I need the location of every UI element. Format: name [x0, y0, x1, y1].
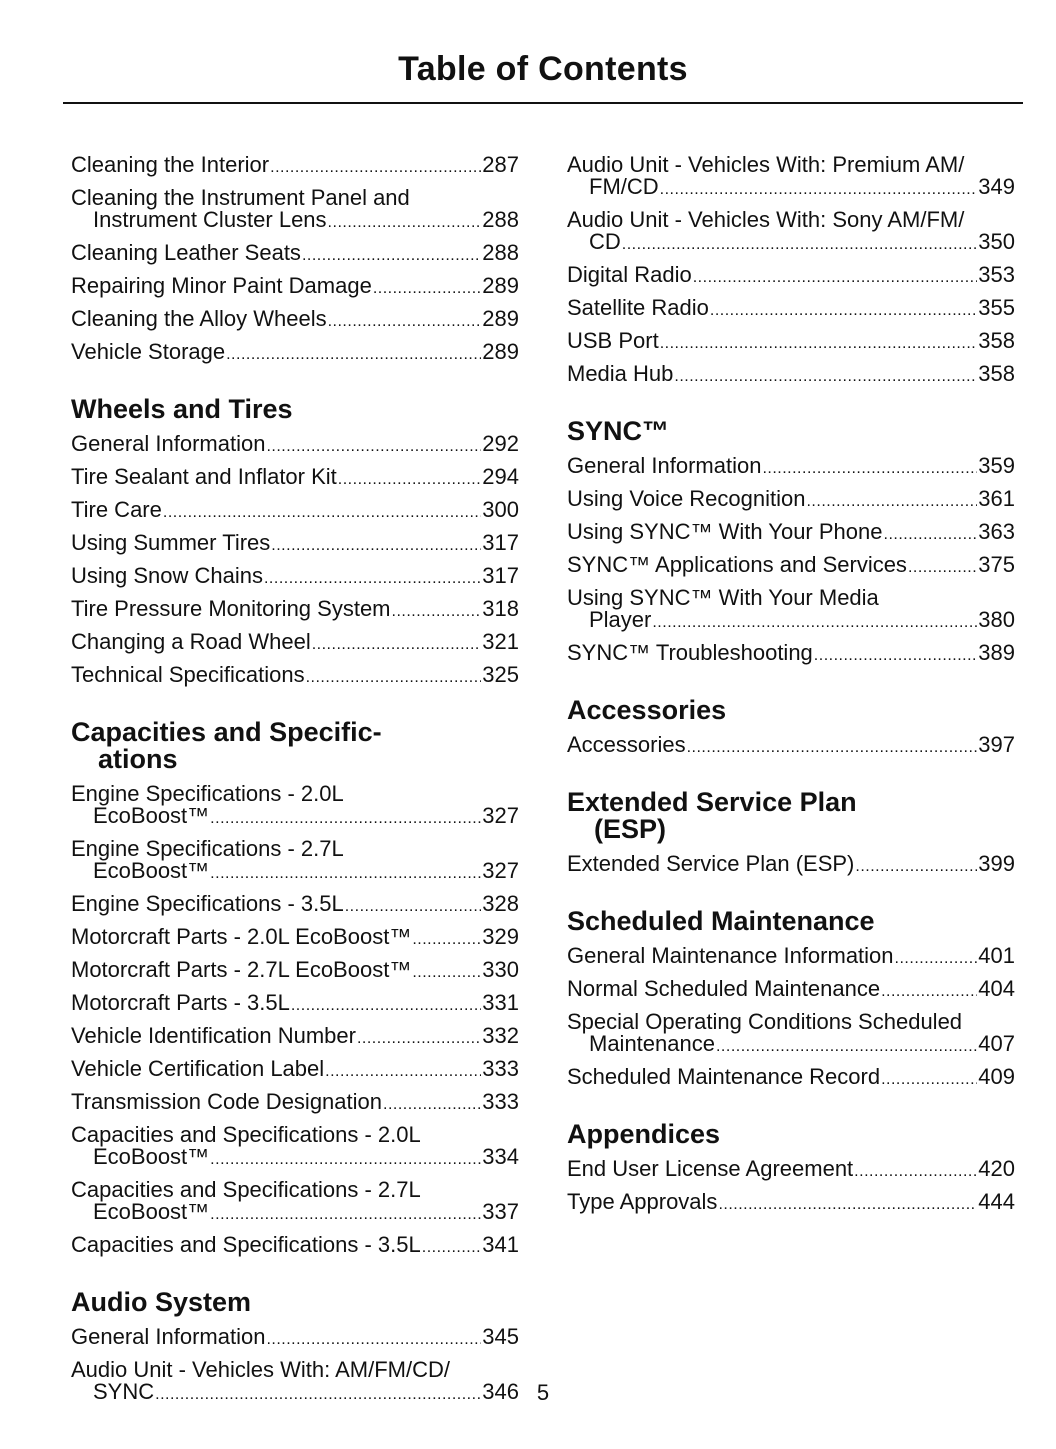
toc-entry-line	[71, 838, 519, 860]
toc-entry-page: 401	[978, 943, 1015, 968]
toc-entry-line	[71, 242, 519, 267]
toc-entry[interactable]	[71, 1054, 519, 1087]
dot-leader	[806, 488, 977, 513]
dot-leader	[762, 455, 977, 480]
toc-entry-line	[71, 992, 519, 1017]
toc-entry-title: Cleaning the Instrument Panel and	[71, 185, 410, 210]
toc-entry-title: Engine Specifications - 2.0L	[71, 781, 344, 806]
toc-entry[interactable]	[567, 150, 1015, 205]
toc-entry-page: 349	[978, 174, 1015, 199]
toc-entry-line	[567, 853, 1015, 878]
toc-entry-title: Using SYNC™ With Your Phone	[567, 519, 883, 544]
toc-entry-title: Transmission Code Designation	[71, 1089, 382, 1114]
toc-entry[interactable]	[71, 1120, 519, 1175]
toc-entry-page: 332	[482, 1023, 519, 1048]
toc-entry-title: EcoBoost™	[93, 1199, 210, 1224]
toc-entry-title: Vehicle Storage	[71, 339, 226, 364]
toc-entry-line	[71, 631, 519, 656]
toc-entry-title: Capacities and Specifications - 2.0L	[71, 1122, 421, 1147]
toc-entry-line	[71, 275, 519, 300]
toc-entry-page: 325	[482, 662, 519, 687]
toc-entry-page: 317	[482, 563, 519, 588]
toc-entry-line	[71, 532, 519, 557]
toc-entry[interactable]	[71, 1175, 519, 1230]
dot-leader	[674, 363, 977, 388]
dot-leader	[210, 1146, 481, 1171]
dot-leader	[271, 532, 481, 557]
toc-entry-title: Motorcraft Parts - 2.7L EcoBoost™	[71, 957, 412, 982]
dot-leader	[660, 176, 978, 201]
toc-entry-line	[71, 926, 519, 951]
toc-entry-line	[71, 664, 519, 689]
toc-entry-page: 355	[978, 295, 1015, 320]
toc-entry-title: Extended Service Plan (ESP)	[567, 851, 855, 876]
toc-section	[567, 1121, 1015, 1220]
dot-leader	[710, 297, 977, 322]
toc-entry-page: 361	[978, 486, 1015, 511]
toc-entry-page: 318	[482, 596, 519, 621]
toc-entry-line	[567, 587, 1015, 609]
toc-entry-line	[567, 609, 1015, 634]
section-heading-line: Wheels and Tires	[71, 394, 293, 424]
toc-entry[interactable]	[71, 889, 519, 922]
section-heading-line: Capacities and Specific-	[71, 717, 382, 747]
dot-leader	[270, 154, 481, 179]
section-heading-line: Scheduled Maintenance	[567, 906, 875, 936]
dot-leader	[210, 860, 481, 885]
toc-entry[interactable]	[71, 304, 519, 337]
toc-entry[interactable]	[567, 451, 1015, 484]
toc-entry-title: Type Approvals	[567, 1189, 718, 1214]
toc-entry-line	[71, 1146, 519, 1171]
toc-entry-title: Audio Unit - Vehicles With: AM/FM/CD/	[71, 1357, 450, 1382]
page-number: 5	[536, 1380, 550, 1405]
toc-column-right	[567, 150, 1015, 1220]
toc-entry-line	[71, 154, 519, 179]
toc-entry-title: FM/CD	[589, 174, 659, 199]
dot-leader	[266, 1326, 481, 1351]
toc-entry-title: End User License Agreement	[567, 1156, 854, 1181]
toc-entry-page: 389	[978, 640, 1015, 665]
dot-leader	[814, 642, 977, 667]
toc-entry-title: CD	[589, 229, 621, 254]
toc-section	[71, 396, 519, 693]
toc-entry[interactable]	[71, 988, 519, 1021]
toc-entry[interactable]	[567, 941, 1015, 974]
toc-entry[interactable]	[567, 583, 1015, 638]
toc-entry[interactable]	[71, 1322, 519, 1355]
toc-entry[interactable]	[71, 1087, 519, 1120]
toc-section	[567, 908, 1015, 1095]
toc-entry-line	[567, 209, 1015, 231]
toc-entry[interactable]	[71, 271, 519, 304]
dot-leader	[718, 1191, 977, 1216]
toc-entry-page: 404	[978, 976, 1015, 1001]
toc-entry-line	[71, 860, 519, 885]
section-heading-line: Accessories	[567, 695, 727, 725]
toc-entry-page: 345	[482, 1324, 519, 1349]
toc-entry-title: EcoBoost™	[93, 1144, 210, 1169]
toc-entry-page: 409	[978, 1064, 1015, 1089]
dot-leader	[412, 926, 481, 951]
toc-entry-line	[71, 1025, 519, 1050]
toc-entry-line	[71, 1058, 519, 1083]
toc-entry-line	[71, 1091, 519, 1116]
toc-entry-title: Engine Specifications - 2.7L	[71, 836, 344, 861]
dot-leader	[908, 554, 977, 579]
toc-entry-title: General Information	[71, 1324, 266, 1349]
dot-leader	[328, 308, 482, 333]
toc-entry-line	[71, 433, 519, 458]
dot-leader	[854, 1158, 977, 1183]
dot-leader	[881, 1066, 977, 1091]
toc-entry-line	[567, 330, 1015, 355]
toc-entry-title: Using Summer Tires	[71, 530, 271, 555]
dot-leader	[325, 1058, 481, 1083]
toc-entry-page: 289	[482, 306, 519, 331]
toc-entry-title: Maintenance	[589, 1031, 715, 1056]
toc-entry-title: General Information	[71, 431, 266, 456]
toc-entry-line	[71, 1201, 519, 1226]
toc-entry-title: Player	[589, 607, 652, 632]
toc-entry-line	[567, 1033, 1015, 1058]
toc-entry-page: 334	[482, 1144, 519, 1169]
dot-leader	[291, 992, 481, 1017]
toc-entry[interactable]	[71, 150, 519, 183]
toc-entry[interactable]	[567, 730, 1015, 763]
toc-entry[interactable]	[71, 1021, 519, 1054]
toc-entry-line	[567, 488, 1015, 513]
toc-entry[interactable]	[71, 834, 519, 889]
toc-section	[567, 418, 1015, 671]
dot-leader	[422, 1234, 482, 1259]
toc-entry-page: 375	[978, 552, 1015, 577]
toc-entry[interactable]	[567, 550, 1015, 583]
dot-leader	[266, 433, 481, 458]
toc-entry[interactable]	[567, 359, 1015, 392]
toc-entry[interactable]	[567, 1154, 1015, 1187]
toc-entry[interactable]	[567, 1007, 1015, 1062]
toc-entry-title: EcoBoost™	[93, 803, 210, 828]
toc-entry-title: Tire Sealant and Inflator Kit	[71, 464, 337, 489]
dot-leader	[693, 264, 978, 289]
toc-entry-title: Accessories	[567, 732, 686, 757]
dot-leader	[412, 959, 481, 984]
toc-entry-page: 346	[482, 1379, 519, 1404]
toc-entry-line	[71, 1326, 519, 1351]
title-divider	[63, 102, 1023, 104]
toc-entry-line	[567, 1066, 1015, 1091]
toc-entry-page: 317	[482, 530, 519, 555]
toc-entry[interactable]	[71, 183, 519, 238]
toc-entry-title: Audio Unit - Vehicles With: Premium AM/	[567, 152, 965, 177]
toc-entry-title: Capacities and Specifications - 3.5L	[71, 1232, 421, 1257]
toc-entry-title: General Maintenance Information	[567, 943, 894, 968]
toc-entry-title: Media Hub	[567, 361, 674, 386]
toc-entry-title: Repairing Minor Paint Damage	[71, 273, 372, 298]
toc-entry-line	[71, 308, 519, 333]
section-heading-line: ations	[98, 744, 178, 774]
dot-leader	[373, 275, 481, 300]
toc-entry-line	[567, 1158, 1015, 1183]
toc-entry-title: Motorcraft Parts - 2.0L EcoBoost™	[71, 924, 412, 949]
dot-leader	[660, 330, 978, 355]
toc-entry-line	[567, 176, 1015, 201]
section-heading-line: Audio System	[71, 1287, 252, 1317]
toc-section	[71, 150, 519, 370]
toc-entry-title: SYNC™ Troubleshooting	[567, 640, 813, 665]
toc-entry-title: SYNC	[93, 1379, 155, 1404]
toc-entry[interactable]	[71, 561, 519, 594]
toc-entry-line	[567, 231, 1015, 256]
section-heading[interactable]	[567, 697, 1015, 724]
dot-leader	[345, 893, 482, 918]
toc-entry-page: 358	[978, 328, 1015, 353]
toc-entry-page: 330	[482, 957, 519, 982]
toc-entry[interactable]	[567, 1062, 1015, 1095]
toc-entry-line	[567, 363, 1015, 388]
toc-entry[interactable]	[567, 974, 1015, 1007]
toc-entry-page: 341	[482, 1232, 519, 1257]
toc-entry-page: 358	[978, 361, 1015, 386]
dot-leader	[687, 734, 978, 759]
toc-entry-page: 287	[482, 152, 519, 177]
toc-entry-page: 288	[482, 240, 519, 265]
toc-entry-line	[71, 1124, 519, 1146]
toc-entry[interactable]	[567, 484, 1015, 517]
toc-entry-page: 363	[978, 519, 1015, 544]
toc-entry-title: Tire Care	[71, 497, 162, 522]
toc-entry-title: Vehicle Identification Number	[71, 1023, 356, 1048]
toc-entry-line	[71, 565, 519, 590]
toc-entry-page: 444	[978, 1189, 1015, 1214]
section-heading[interactable]	[567, 418, 1015, 445]
page-title: Table of Contents	[398, 50, 688, 88]
toc-entry-line	[71, 598, 519, 623]
dot-leader	[312, 631, 482, 656]
dot-leader	[226, 341, 481, 366]
toc-entry-title: Instrument Cluster Lens	[93, 207, 327, 232]
section-heading-line: SYNC™	[567, 416, 670, 446]
toc-entry-line	[71, 805, 519, 830]
toc-entry-title: Capacities and Specifications - 2.7L	[71, 1177, 421, 1202]
toc-entry-title: EcoBoost™	[93, 858, 210, 883]
toc-entry-line	[567, 297, 1015, 322]
toc-entry[interactable]	[71, 528, 519, 561]
toc-entry-title: General Information	[567, 453, 762, 478]
toc-entry[interactable]	[71, 922, 519, 955]
section-heading-line: Appendices	[567, 1119, 721, 1149]
dot-leader	[357, 1025, 481, 1050]
dot-leader	[163, 499, 481, 524]
toc-entry[interactable]	[71, 1230, 519, 1263]
toc-entry-line	[71, 783, 519, 805]
toc-entry-title: USB Port	[567, 328, 659, 353]
toc-entry[interactable]	[71, 594, 519, 627]
section-heading[interactable]	[71, 719, 519, 773]
toc-entry-title: Special Operating Conditions Scheduled	[567, 1009, 963, 1034]
toc-entry[interactable]	[71, 238, 519, 271]
toc-entry-line	[567, 521, 1015, 546]
toc-entry[interactable]	[71, 627, 519, 660]
toc-entry-page: 337	[482, 1199, 519, 1224]
toc-entry-title: Satellite Radio	[567, 295, 709, 320]
toc-entry-title: Digital Radio	[567, 262, 692, 287]
section-heading[interactable]	[567, 908, 1015, 935]
section-heading-line: Extended Service Plan	[567, 787, 857, 817]
toc-entry-page: 288	[482, 207, 519, 232]
dot-leader	[383, 1091, 481, 1116]
toc-entry[interactable]	[567, 205, 1015, 260]
toc-entry-title: Cleaning the Alloy Wheels	[71, 306, 327, 331]
toc-entry-line	[567, 455, 1015, 480]
toc-entry-page: 407	[978, 1031, 1015, 1056]
toc-entry-title: Technical Specifications	[71, 662, 305, 687]
toc-entry[interactable]	[567, 1187, 1015, 1220]
toc-entry[interactable]	[567, 293, 1015, 326]
toc-entry-line	[71, 959, 519, 984]
toc-entry-title: Vehicle Certification Label	[71, 1056, 325, 1081]
toc-entry[interactable]	[71, 495, 519, 528]
toc-entry[interactable]	[71, 779, 519, 834]
toc-entry-title: Scheduled Maintenance Record	[567, 1064, 881, 1089]
toc-entry-title: Using Snow Chains	[71, 563, 263, 588]
toc-entry-line	[567, 734, 1015, 759]
toc-entry[interactable]	[71, 660, 519, 693]
toc-entry-line	[567, 945, 1015, 970]
toc-entry-title: Engine Specifications - 3.5L	[71, 891, 344, 916]
dot-leader	[622, 231, 978, 256]
toc-section	[567, 789, 1015, 882]
toc-entry-page: 327	[482, 858, 519, 883]
toc-entry-line	[567, 1191, 1015, 1216]
toc-column-left	[71, 150, 519, 1410]
toc-entry-page: 350	[978, 229, 1015, 254]
toc-entry-title: Cleaning the Interior	[71, 152, 270, 177]
toc-entry-line	[567, 642, 1015, 667]
toc-entry[interactable]	[567, 260, 1015, 293]
toc-entry-line	[71, 466, 519, 491]
toc-entry-page: 420	[978, 1156, 1015, 1181]
toc-entry-page: 359	[978, 453, 1015, 478]
dot-leader	[855, 853, 977, 878]
toc-entry-line	[71, 187, 519, 209]
toc-entry-title: Cleaning Leather Seats	[71, 240, 301, 265]
toc-entry-page: 294	[482, 464, 519, 489]
dot-leader	[392, 598, 482, 623]
toc-entry-page: 300	[482, 497, 519, 522]
toc-entry-line	[567, 154, 1015, 176]
toc-entry-title: Motorcraft Parts - 3.5L	[71, 990, 290, 1015]
dot-leader	[338, 466, 482, 491]
dot-leader	[652, 609, 977, 634]
toc-entry-line	[567, 978, 1015, 1003]
section-heading[interactable]	[567, 1121, 1015, 1148]
toc-entry[interactable]	[71, 337, 519, 370]
toc-entry[interactable]	[567, 326, 1015, 359]
toc-section	[567, 150, 1015, 392]
toc-entry-title: SYNC™ Applications and Services	[567, 552, 907, 577]
toc-entry-page: 327	[482, 803, 519, 828]
dot-leader	[895, 945, 978, 970]
dot-leader	[210, 805, 481, 830]
toc-entry[interactable]	[71, 429, 519, 462]
section-heading[interactable]	[71, 396, 519, 423]
toc-entry-page: 292	[482, 431, 519, 456]
toc-entry-line	[71, 1234, 519, 1259]
toc-entry[interactable]	[567, 849, 1015, 882]
toc-entry-line	[71, 893, 519, 918]
toc-entry[interactable]	[567, 517, 1015, 550]
toc-entry-page: 331	[482, 990, 519, 1015]
toc-entry-title: Using Voice Recognition	[567, 486, 806, 511]
toc-entry-line	[71, 1359, 519, 1381]
dot-leader	[884, 521, 978, 546]
toc-entry-page: 399	[978, 851, 1015, 876]
toc-entry-page: 321	[482, 629, 519, 654]
dot-leader	[264, 565, 481, 590]
toc-entry-page: 333	[482, 1056, 519, 1081]
toc-entry-line	[71, 341, 519, 366]
toc-entry-page: 353	[978, 262, 1015, 287]
toc-entry-line	[567, 264, 1015, 289]
toc-entry-title: Tire Pressure Monitoring System	[71, 596, 391, 621]
toc-entry-page: 328	[482, 891, 519, 916]
dot-leader	[302, 242, 481, 267]
toc-entry-line	[567, 554, 1015, 579]
toc-entry-page: 380	[978, 607, 1015, 632]
dot-leader	[210, 1201, 481, 1226]
toc-entry-line	[71, 209, 519, 234]
toc-entry-line	[71, 499, 519, 524]
dot-leader	[716, 1033, 977, 1058]
toc-entry-page: 329	[482, 924, 519, 949]
toc-section	[567, 697, 1015, 763]
toc-entry[interactable]	[567, 638, 1015, 671]
toc-entry-page: 289	[482, 339, 519, 364]
section-heading[interactable]	[71, 1289, 519, 1316]
toc-entry-title: Audio Unit - Vehicles With: Sony AM/FM/	[567, 207, 965, 232]
toc-entry-page: 333	[482, 1089, 519, 1114]
toc-entry-title: Using SYNC™ With Your Media	[567, 585, 879, 610]
toc-entry-title: Normal Scheduled Maintenance	[567, 976, 881, 1001]
dot-leader	[306, 664, 482, 689]
toc-entry-line	[71, 1179, 519, 1201]
toc-entry-page: 289	[482, 273, 519, 298]
toc-entry-title: Changing a Road Wheel	[71, 629, 311, 654]
toc-entry[interactable]	[71, 955, 519, 988]
dot-leader	[328, 209, 482, 234]
section-heading-line: (ESP)	[594, 814, 667, 844]
dot-leader	[881, 978, 977, 1003]
toc-entry[interactable]	[71, 462, 519, 495]
section-heading[interactable]	[567, 789, 1015, 843]
toc-section	[71, 719, 519, 1263]
toc-entry-line	[567, 1011, 1015, 1033]
toc-entry-page: 397	[978, 732, 1015, 757]
